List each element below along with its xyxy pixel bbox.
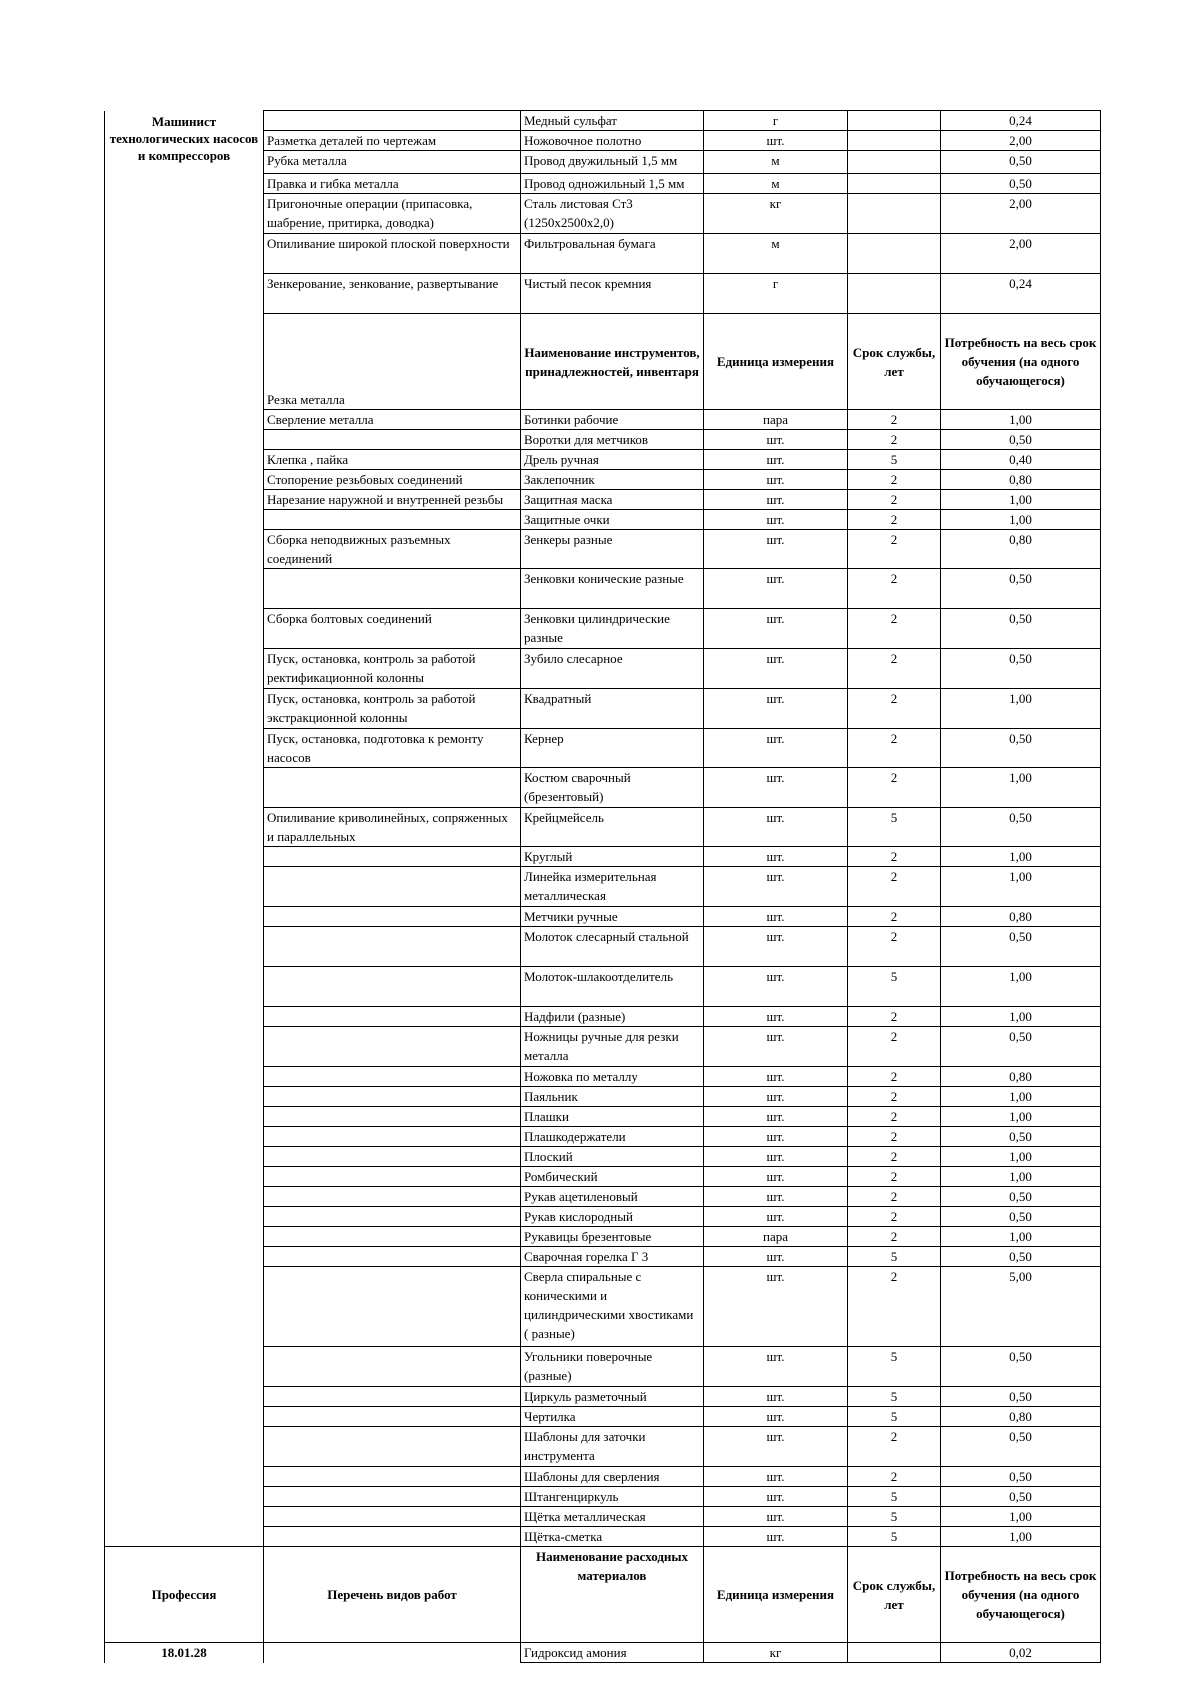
unit-cell: шт.	[704, 1127, 848, 1147]
tool-name-cell: Плоский	[521, 1147, 704, 1167]
unit-cell: г	[704, 274, 848, 314]
unit-cell: шт.	[704, 1087, 848, 1107]
service-life-cell: 2	[848, 1107, 941, 1127]
service-life-cell: 2	[848, 430, 941, 450]
requirement-cell: 1,00	[941, 847, 1101, 867]
service-life-cell: 2	[848, 927, 941, 967]
service-life-cell: 2	[848, 1007, 941, 1027]
unit-cell: шт.	[704, 1167, 848, 1187]
column-header-unit: Единица измерения	[704, 314, 848, 410]
column-header-work: Перечень видов работ	[264, 1547, 521, 1643]
service-life-cell: 2	[848, 1207, 941, 1227]
tool-name-cell: Надфили (разные)	[521, 1007, 704, 1027]
work-type-cell: Стопорение резьбовых соединений	[264, 470, 521, 490]
unit-cell: шт.	[704, 530, 848, 569]
material-name-cell: Чистый песок кремния	[521, 274, 704, 314]
material-name-cell: Гидроксид амония	[521, 1643, 704, 1663]
requirement-cell: 0,80	[941, 907, 1101, 927]
unit-cell: шт.	[704, 1387, 848, 1407]
work-type-cell	[264, 1107, 521, 1127]
tool-name-cell: Воротки для метчиков	[521, 430, 704, 450]
tool-name-cell: Заклепочник	[521, 470, 704, 490]
unit-cell: шт.	[704, 649, 848, 689]
service-life-cell: 2	[848, 867, 941, 907]
work-type-cell	[264, 1347, 521, 1387]
service-life-cell: 2	[848, 689, 941, 729]
service-life-cell: 5	[848, 1247, 941, 1267]
tool-name-cell: Ножовка по металлу	[521, 1067, 704, 1087]
unit-cell: шт.	[704, 967, 848, 1007]
requirement-cell: 0,24	[941, 111, 1101, 131]
service-life-cell: 2	[848, 1167, 941, 1187]
unit-cell: шт.	[704, 1347, 848, 1387]
work-type-cell	[264, 847, 521, 867]
requirement-cell: 0,50	[941, 1487, 1101, 1507]
tool-name-cell: Плашки	[521, 1107, 704, 1127]
requirement-cell: 1,00	[941, 1087, 1101, 1107]
work-type-cell: Сборка болтовых соединений	[264, 609, 521, 649]
work-type-cell: Пуск, остановка, контроль за работой ректификационной колонны	[264, 649, 521, 689]
unit-cell: шт.	[704, 490, 848, 510]
work-type-cell	[264, 111, 521, 131]
service-life-cell	[848, 174, 941, 194]
requirement-cell: 0,80	[941, 530, 1101, 569]
service-life-cell: 5	[848, 967, 941, 1007]
requirement-cell: 0,50	[941, 1347, 1101, 1387]
tool-name-cell: Шаблоны для сверления	[521, 1467, 704, 1487]
material-name-cell: Фильтровальная бумага	[521, 234, 704, 274]
work-type-cell	[264, 1007, 521, 1027]
requirement-cell: 1,00	[941, 768, 1101, 808]
service-life-cell: 2	[848, 510, 941, 530]
unit-cell: кг	[704, 194, 848, 234]
work-type-cell: Резка металла	[264, 314, 521, 410]
work-type-cell	[264, 1507, 521, 1527]
tool-name-cell: Метчики ручные	[521, 907, 704, 927]
service-life-cell: 2	[848, 470, 941, 490]
unit-cell: шт.	[704, 1267, 848, 1347]
unit-cell: шт.	[704, 1407, 848, 1427]
unit-cell: шт.	[704, 1527, 848, 1547]
column-header-life: Срок службы, лет	[848, 1547, 941, 1643]
unit-cell: кг	[704, 1643, 848, 1663]
work-type-cell	[264, 1027, 521, 1067]
work-type-cell	[264, 907, 521, 927]
tool-name-cell: Защитные очки	[521, 510, 704, 530]
unit-cell: шт.	[704, 808, 848, 847]
work-type-cell: Клепка , пайка	[264, 450, 521, 470]
tool-name-cell: Молоток-шлакоотделитель	[521, 967, 704, 1007]
work-type-cell: Опиливание широкой плоской поверхности	[264, 234, 521, 274]
service-life-cell: 2	[848, 649, 941, 689]
work-type-cell	[264, 1407, 521, 1427]
profession-code: 18.01.28	[105, 1643, 264, 1663]
work-type-cell	[264, 1127, 521, 1147]
service-life-cell: 2	[848, 1227, 941, 1247]
work-type-cell	[264, 430, 521, 450]
requirement-cell: 0,50	[941, 1467, 1101, 1487]
requirement-cell: 0,80	[941, 1067, 1101, 1087]
work-type-cell: Рубка металла	[264, 151, 521, 174]
service-life-cell	[848, 234, 941, 274]
column-header-need: Потребность на весь срок обучения (на одного обучающегося)	[941, 314, 1101, 410]
tool-name-cell: Квадратный	[521, 689, 704, 729]
work-type-cell: Нарезание наружной и внутренней резьбы	[264, 490, 521, 510]
work-type-cell: Опиливание криволинейных, сопряженных и параллельных	[264, 808, 521, 847]
material-row	[105, 1643, 1101, 1663]
unit-cell: шт.	[704, 907, 848, 927]
tool-name-cell: Угольники поверочные (разные)	[521, 1347, 704, 1387]
service-life-cell: 5	[848, 1527, 941, 1547]
requirement-cell: 0,24	[941, 274, 1101, 314]
work-type-cell	[264, 867, 521, 907]
tool-name-cell: Крейцмейсель	[521, 808, 704, 847]
tool-name-cell: Молоток слесарный стальной	[521, 927, 704, 967]
column-header-need: Потребность на весь срок обучения (на одного обучающегося)	[941, 1547, 1101, 1643]
service-life-cell: 2	[848, 410, 941, 430]
service-life-cell: 5	[848, 1507, 941, 1527]
column-header-item: Наименование инструментов, принадлежностей, инвентаря	[521, 314, 704, 410]
work-type-cell	[264, 1187, 521, 1207]
requirement-cell: 0,50	[941, 1427, 1101, 1467]
tool-name-cell: Рукав кислородный	[521, 1207, 704, 1227]
tool-name-cell: Паяльник	[521, 1087, 704, 1107]
requirement-cell: 1,00	[941, 1527, 1101, 1547]
requirement-cell: 0,50	[941, 927, 1101, 967]
work-type-cell	[264, 510, 521, 530]
tool-name-cell: Плашкодержатели	[521, 1127, 704, 1147]
unit-cell: шт.	[704, 1007, 848, 1027]
tool-name-cell: Ножницы ручные для резки металла	[521, 1027, 704, 1067]
unit-cell: пара	[704, 410, 848, 430]
tool-name-cell: Чертилка	[521, 1407, 704, 1427]
tool-name-cell: Зенкеры разные	[521, 530, 704, 569]
service-life-cell: 2	[848, 1467, 941, 1487]
requirement-cell: 2,00	[941, 234, 1101, 274]
service-life-cell	[848, 151, 941, 174]
service-life-cell: 5	[848, 808, 941, 847]
service-life-cell: 2	[848, 1087, 941, 1107]
material-name-cell: Сталь листовая Ст3 (1250х2500х2,0)	[521, 194, 704, 234]
requirement-cell: 0,50	[941, 808, 1101, 847]
service-life-cell: 2	[848, 907, 941, 927]
material-name-cell: Ножовочное полотно	[521, 131, 704, 151]
service-life-cell: 5	[848, 1347, 941, 1387]
requirement-cell: 0,50	[941, 1387, 1101, 1407]
requirement-cell: 1,00	[941, 1167, 1101, 1187]
material-name-cell: Провод одножильный 1,5 мм	[521, 174, 704, 194]
service-life-cell: 2	[848, 1427, 941, 1467]
requirement-cell: 0,50	[941, 174, 1101, 194]
requirement-cell: 0,50	[941, 430, 1101, 450]
unit-cell: шт.	[704, 430, 848, 450]
work-type-cell	[264, 1487, 521, 1507]
work-type-cell	[264, 1087, 521, 1107]
tool-name-cell: Линейка измерительная металлическая	[521, 867, 704, 907]
tool-name-cell: Зенковки цилиндрические разные	[521, 609, 704, 649]
tool-name-cell: Зенковки конические разные	[521, 569, 704, 609]
unit-cell: шт.	[704, 729, 848, 768]
unit-cell: шт.	[704, 768, 848, 808]
service-life-cell: 2	[848, 530, 941, 569]
unit-cell: шт.	[704, 1487, 848, 1507]
tool-name-cell: Штангенциркуль	[521, 1487, 704, 1507]
unit-cell: шт.	[704, 609, 848, 649]
service-life-cell: 2	[848, 729, 941, 768]
unit-cell: шт.	[704, 689, 848, 729]
requirement-cell: 1,00	[941, 1107, 1101, 1127]
requirement-cell: 0,80	[941, 1407, 1101, 1427]
work-type-cell	[264, 1427, 521, 1467]
unit-cell: шт.	[704, 1107, 848, 1127]
requirement-cell: 1,00	[941, 1227, 1101, 1247]
unit-cell: шт.	[704, 847, 848, 867]
requirement-cell: 1,00	[941, 689, 1101, 729]
service-life-cell: 2	[848, 1147, 941, 1167]
work-type-cell	[264, 1527, 521, 1547]
work-type-cell: Пригоночные операции (припасовка, шабрение, притирка, доводка)	[264, 194, 521, 234]
column-header-profession: Профессия	[105, 1547, 264, 1643]
tool-name-cell: Шаблоны для заточки инструмента	[521, 1427, 704, 1467]
unit-cell: шт.	[704, 1187, 848, 1207]
requirement-cell: 0,50	[941, 1207, 1101, 1227]
tool-name-cell: Костюм сварочный (брезентовый)	[521, 768, 704, 808]
requirement-cell: 0,50	[941, 151, 1101, 174]
requirement-cell: 0,50	[941, 1027, 1101, 1067]
tool-name-cell: Сварочная горелка Г 3	[521, 1247, 704, 1267]
unit-cell: г	[704, 111, 848, 131]
service-life-cell: 2	[848, 490, 941, 510]
requirement-cell: 0,50	[941, 1247, 1101, 1267]
requirement-cell: 0,50	[941, 729, 1101, 768]
material-row	[105, 111, 1101, 131]
service-life-cell: 2	[848, 847, 941, 867]
requirement-cell: 0,50	[941, 1187, 1101, 1207]
unit-cell: м	[704, 151, 848, 174]
tool-name-cell: Ботинки рабочие	[521, 410, 704, 430]
unit-cell: м	[704, 234, 848, 274]
unit-cell: шт.	[704, 569, 848, 609]
equipment-norms-table	[104, 110, 1101, 1663]
work-type-cell	[264, 1643, 521, 1663]
profession-name: Машинист технологических насосов и компрессоров	[105, 111, 264, 1547]
service-life-cell	[848, 131, 941, 151]
work-type-cell	[264, 1387, 521, 1407]
tool-name-cell: Ромбический	[521, 1167, 704, 1187]
tool-name-cell: Зубило слесарное	[521, 649, 704, 689]
requirement-cell: 1,00	[941, 967, 1101, 1007]
unit-cell: шт.	[704, 1467, 848, 1487]
unit-cell: шт.	[704, 131, 848, 151]
unit-cell: шт.	[704, 450, 848, 470]
work-type-cell: Пуск, остановка, контроль за работой экстракционной колонны	[264, 689, 521, 729]
requirement-cell: 0,50	[941, 649, 1101, 689]
work-type-cell	[264, 927, 521, 967]
service-life-cell: 5	[848, 1487, 941, 1507]
unit-cell: шт.	[704, 1247, 848, 1267]
requirement-cell: 2,00	[941, 131, 1101, 151]
tool-name-cell: Дрель ручная	[521, 450, 704, 470]
service-life-cell	[848, 194, 941, 234]
unit-cell: шт.	[704, 867, 848, 907]
tool-name-cell: Кернер	[521, 729, 704, 768]
requirement-cell: 0,50	[941, 609, 1101, 649]
requirement-cell: 0,40	[941, 450, 1101, 470]
requirement-cell: 2,00	[941, 194, 1101, 234]
tool-name-cell: Рукав ацетиленовый	[521, 1187, 704, 1207]
column-header-item: Наименование расходных материалов	[521, 1547, 704, 1643]
unit-cell: шт.	[704, 1147, 848, 1167]
unit-cell: шт.	[704, 1207, 848, 1227]
work-type-cell	[264, 1267, 521, 1347]
tool-name-cell: Циркуль разметочный	[521, 1387, 704, 1407]
service-life-cell: 2	[848, 1267, 941, 1347]
service-life-cell: 5	[848, 450, 941, 470]
work-type-cell	[264, 1227, 521, 1247]
requirement-cell: 0,02	[941, 1643, 1101, 1663]
service-life-cell: 2	[848, 1127, 941, 1147]
unit-cell: шт.	[704, 470, 848, 490]
requirement-cell: 1,00	[941, 510, 1101, 530]
tool-name-cell: Щётка металлическая	[521, 1507, 704, 1527]
unit-cell: шт.	[704, 1067, 848, 1087]
service-life-cell: 2	[848, 609, 941, 649]
work-type-cell	[264, 569, 521, 609]
unit-cell: м	[704, 174, 848, 194]
service-life-cell	[848, 274, 941, 314]
tool-name-cell: Рукавицы брезентовые	[521, 1227, 704, 1247]
work-type-cell	[264, 1067, 521, 1087]
work-type-cell	[264, 967, 521, 1007]
requirement-cell: 1,00	[941, 867, 1101, 907]
tool-name-cell: Защитная маска	[521, 490, 704, 510]
service-life-cell: 5	[848, 1407, 941, 1427]
material-name-cell: Медный сульфат	[521, 111, 704, 131]
work-type-cell	[264, 1467, 521, 1487]
requirement-cell: 1,00	[941, 1507, 1101, 1527]
work-type-cell: Пуск, остановка, подготовка к ремонту насосов	[264, 729, 521, 768]
requirement-cell: 0,50	[941, 1127, 1101, 1147]
unit-cell: шт.	[704, 510, 848, 530]
unit-cell: шт.	[704, 1507, 848, 1527]
work-type-cell: Сверление металла	[264, 410, 521, 430]
requirement-cell: 1,00	[941, 1007, 1101, 1027]
work-type-cell	[264, 1247, 521, 1267]
work-type-cell	[264, 768, 521, 808]
material-name-cell: Провод двужильный 1,5 мм	[521, 151, 704, 174]
requirement-cell: 0,80	[941, 470, 1101, 490]
service-life-cell: 5	[848, 1387, 941, 1407]
requirement-cell: 5,00	[941, 1267, 1101, 1347]
requirement-cell: 1,00	[941, 1147, 1101, 1167]
unit-cell: шт.	[704, 927, 848, 967]
work-type-cell: Правка и гибка металла	[264, 174, 521, 194]
service-life-cell: 2	[848, 569, 941, 609]
requirement-cell: 1,00	[941, 490, 1101, 510]
tool-name-cell: Щётка-сметка	[521, 1527, 704, 1547]
column-header-life: Срок службы, лет	[848, 314, 941, 410]
requirement-cell: 0,50	[941, 569, 1101, 609]
work-type-cell	[264, 1167, 521, 1187]
service-life-cell: 2	[848, 1027, 941, 1067]
work-type-cell	[264, 1147, 521, 1167]
work-type-cell: Зенкерование, зенкование, развертывание	[264, 274, 521, 314]
tool-name-cell: Сверла спиральные с коническими и цилиндрическими хвостиками ( разные)	[521, 1267, 704, 1347]
unit-cell: шт.	[704, 1427, 848, 1467]
work-type-cell: Сборка неподвижных разъемных соединений	[264, 530, 521, 569]
service-life-cell	[848, 111, 941, 131]
column-header-unit: Единица измерения	[704, 1547, 848, 1643]
service-life-cell	[848, 1643, 941, 1663]
tool-name-cell: Круглый	[521, 847, 704, 867]
service-life-cell: 2	[848, 768, 941, 808]
materials-header-row	[105, 1547, 1101, 1643]
work-type-cell: Разметка деталей по чертежам	[264, 131, 521, 151]
work-type-cell	[264, 1207, 521, 1227]
service-life-cell: 2	[848, 1187, 941, 1207]
unit-cell: пара	[704, 1227, 848, 1247]
requirement-cell: 1,00	[941, 410, 1101, 430]
unit-cell: шт.	[704, 1027, 848, 1067]
service-life-cell: 2	[848, 1067, 941, 1087]
